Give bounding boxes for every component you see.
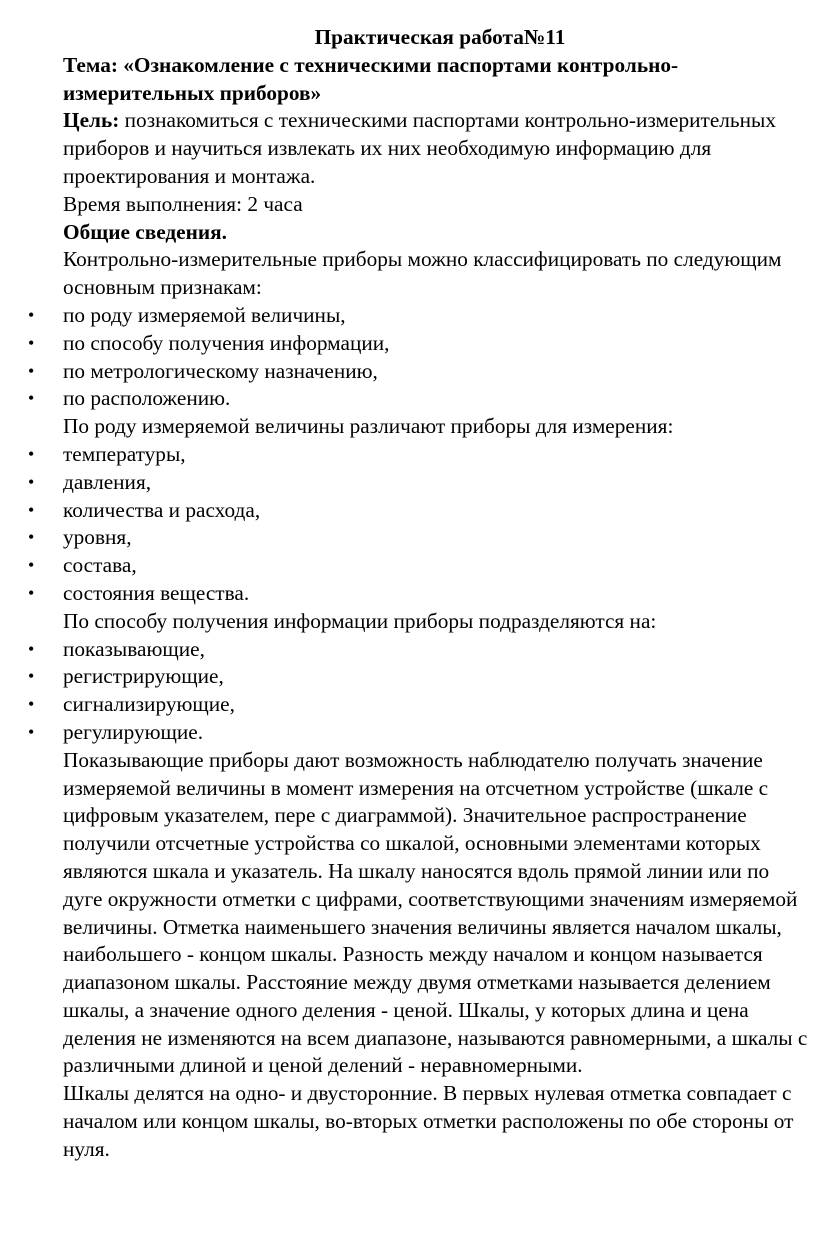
list-item-text: регулирующие.	[63, 719, 204, 744]
list-item	[0, 330, 816, 358]
document-page	[0, 24, 816, 1164]
scales-paragraph: Шкалы делятся на одно- и двусторонние. В первых нулевая отметка совпадает с началом или концом шкалы, во-вторых отметки расположены по обе стороны от нуля.	[63, 1081, 794, 1161]
list-item-text: показывающие,	[63, 636, 205, 661]
duration-line: Время выполнения: 2 часа	[63, 191, 303, 216]
list-item-text: по способу получения информации,	[63, 330, 390, 355]
list-item-text: количества и расхода,	[63, 497, 261, 522]
bullet-icon: •	[28, 304, 35, 325]
list-item	[0, 663, 816, 691]
list-item	[0, 497, 816, 525]
list-item	[0, 385, 816, 413]
goal-label: Цель:	[63, 108, 120, 133]
list-item	[0, 691, 816, 719]
list-item-text: состояния вещества.	[63, 580, 250, 605]
bullet-icon: •	[28, 360, 35, 381]
bullet-icon: •	[28, 471, 35, 492]
list-item-text: по метрологическому назначению,	[63, 358, 378, 383]
list-item	[0, 524, 816, 552]
bullet-icon: •	[28, 332, 35, 353]
bullet-icon: •	[28, 582, 35, 603]
document-title: Практическая работа№11	[314, 25, 566, 49]
topic-text: «Ознакомление с техническими паспортами контрольно-измерительных приборов»	[63, 52, 679, 105]
goal-line	[0, 107, 816, 190]
indicating-paragraph: Показывающие приборы дают возможность наблюдателю получать значение измеряемой величины в момент измерения на отсчетном устройстве (шкале с цифровым указателем, пере с диаграммой). Значительное распространение получили отсчетные устройства со шкалой, основными элементами которых являются шкала и указатель. На шкалу наносятся вдоль прямой линии или по дуге окружности отметки с цифрами, соответствующими значениям измеряемой величины. Отметка наименьшего значения величины является началом шкалы, наибольшего - концом шкалы. Разность между началом и концом называется диапазоном шкалы. Расстояние между двумя отметками называется делением шкалы, а значение одного деления - ценой. Шкалы, у которых длина и цена деления не изменяются на всем диапазоне, называются равномерными, а шкалы с различными длиной и ценой делений - неравномерными.	[63, 747, 808, 1078]
list-item-text: температуры,	[63, 441, 186, 466]
list-item-text: сигнализирующие,	[63, 692, 235, 717]
info-intro: По способу получения информации приборы подразделяются на:	[63, 608, 657, 633]
list-item	[0, 358, 816, 386]
list-item-text: уровня,	[63, 525, 132, 550]
bullet-icon: •	[28, 638, 35, 659]
topic-label: Тема:	[63, 52, 118, 77]
goal-text: познакомиться с техническими паспортами контрольно-измерительных приборов и научиться извлекать их них необходимую информацию для проектирования и монтажа.	[63, 108, 776, 188]
bullet-icon: •	[28, 694, 35, 715]
intro-paragraph: Контрольно-измерительные приборы можно классифицировать по следующим основным признакам:	[63, 247, 782, 300]
general-heading: Общие сведения.	[63, 219, 227, 244]
bullet-icon: •	[28, 721, 35, 742]
list-item	[0, 636, 816, 664]
bullet-icon: •	[28, 527, 35, 548]
bullet-icon: •	[28, 499, 35, 520]
bullet-icon: •	[28, 666, 35, 687]
classification-list	[0, 302, 816, 413]
measured-list	[0, 441, 816, 608]
bullet-icon: •	[28, 555, 35, 576]
list-item	[0, 580, 816, 608]
list-item-text: давления,	[63, 469, 152, 494]
topic-line	[0, 52, 816, 108]
list-item-text: по расположению.	[63, 386, 231, 411]
bullet-icon: •	[28, 388, 35, 409]
list-item	[0, 441, 816, 469]
bullet-icon: •	[28, 443, 35, 464]
info-list	[0, 636, 816, 747]
list-item-text: состава,	[63, 553, 137, 578]
list-item-text: по роду измеряемой величины,	[63, 302, 346, 327]
measured-intro: По роду измеряемой величины различают приборы для измерения:	[63, 414, 674, 439]
list-item	[0, 719, 816, 747]
list-item-text: регистрирующие,	[63, 664, 224, 689]
list-item	[0, 469, 816, 497]
list-item	[0, 552, 816, 580]
list-item	[0, 302, 816, 330]
